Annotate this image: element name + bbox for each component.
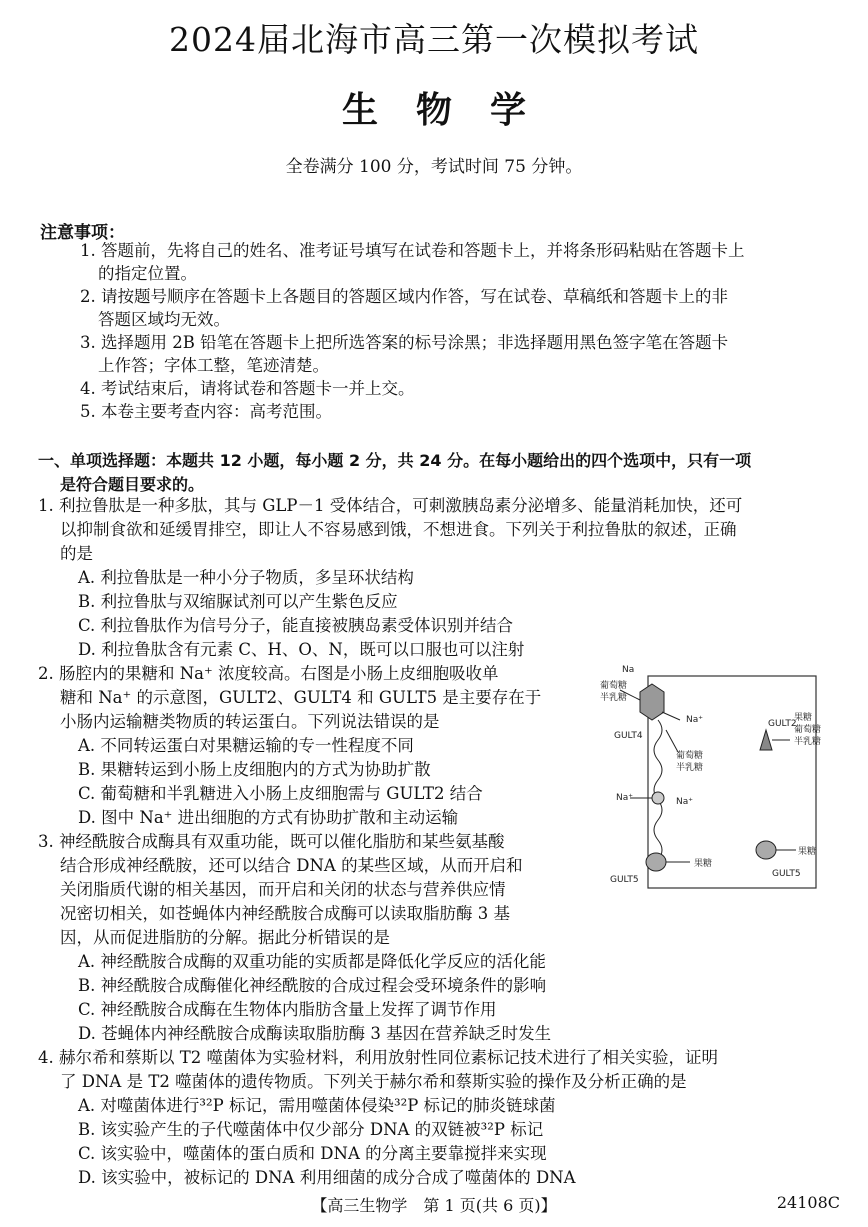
exam-title: 2024届北海市高三第一次模拟考试 — [169, 20, 699, 59]
question-3-option-c: C. 神经酰胺合成酶在生物体内脂肪含量上发挥了调节作用 — [78, 1000, 497, 1019]
question-3-option-d: D. 苍蝇体内神经酰胺合成酶读取脂肪酶 3 基因在营养缺乏时发生 — [78, 1024, 552, 1043]
question-1-stem: 1. 利拉鲁肽是一种多肽，其与 GLP－1 受体结合，可刺激胰岛素分泌增多、能量消耗加快，还可 — [38, 496, 743, 515]
question-3-option-a: A. 神经酰胺合成酶的双重功能的实质都是降低化学反应的活化能 — [78, 952, 546, 971]
question-3-option-b: B. 神经酰胺合成酶催化神经酰胺的合成过程会受环境条件的影响 — [78, 976, 547, 995]
note-line: 5. 本卷主要考查内容：高考范围。 — [80, 402, 332, 421]
question-4-stem: 了 DNA 是 T2 噬菌体的遗传物质。下列关于赫尔希和蔡斯实验的操作及分析正确的是 — [60, 1072, 687, 1091]
diagram-label: GULT5 — [772, 869, 801, 879]
question-1-option-a: A. 利拉鲁肽是一种小分子物质，多呈环状结构 — [78, 568, 414, 587]
diagram-label: 果糖 — [794, 713, 813, 723]
question-4-option-b: B. 该实验产生的子代噬菌体中仅少部分 DNA 的双链被³²P 标记 — [78, 1120, 544, 1139]
section-heading: 是符合题目要求的。 — [60, 475, 205, 494]
intestinal-cell-diagram — [600, 660, 840, 900]
diagram-label: 半乳糖 — [676, 763, 704, 773]
score-line: 全卷满分 100 分，考试时间 75 分钟。 — [285, 157, 583, 177]
membrane-channel — [654, 720, 662, 860]
note-line: 答题区域均无效。 — [98, 310, 230, 329]
diagram-label: 葡萄糖 — [794, 725, 822, 735]
question-1-stem: 以抑制食欲和延缓胃排空，即让人不容易感到饿，不想进食。下列关于利拉鲁肽的叙述，正确 — [60, 520, 737, 539]
question-4-option-a: A. 对噬菌体进行³²P 标记，需用噬菌体侵染³²P 标记的肺炎链球菌 — [78, 1096, 556, 1115]
question-2-stem: 小肠内运输糖类物质的转运蛋白。下列说法错误的是 — [60, 712, 440, 731]
diagram-label: Na⁺ — [676, 797, 693, 807]
question-2-option-b: B. 果糖转运到小肠上皮细胞内的方式为协助扩散 — [78, 760, 431, 779]
note-line: 上作答；字体工整，笔迹清楚。 — [98, 356, 329, 375]
question-4-option-c: C. 该实验中，噬菌体的蛋白质和 DNA 的分离主要靠搅拌来实现 — [78, 1144, 547, 1163]
question-3-stem: 3. 神经酰胺合成酶具有双重功能，既可以催化脂肪和某些氨基酸 — [38, 832, 505, 851]
question-2-stem: 糖和 Na⁺ 的示意图，GULT2、GULT4 和 GULT5 是主要存在于 — [60, 688, 542, 707]
diagram-label: 果糖 — [798, 847, 817, 857]
diagram-label: 果糖 — [694, 859, 713, 869]
subject-title: 生物学 — [341, 89, 564, 131]
diagram-label: Na⁺ — [686, 715, 703, 725]
diagram-label: Na — [622, 665, 635, 675]
note-line: 4. 考试结束后，请将试卷和答题卡一并上交。 — [80, 379, 415, 398]
diagram-label: 葡萄糖 — [600, 681, 628, 691]
diagram-label: Na⁺ — [616, 793, 633, 803]
question-3-stem: 关闭脂质代谢的相关基因，而开启和关闭的状态与营养供应情 — [60, 880, 506, 899]
diagram-label: GULT4 — [614, 731, 643, 741]
diagram-label: GULT2 — [768, 719, 797, 729]
question-1-option-d: D. 利拉鲁肽含有元素 C、H、O、N，既可以口服也可以注射 — [78, 640, 525, 659]
question-3-stem: 况密切相关，如苍蝇体内神经酰胺合成酶可以读取脂肪酶 3 基 — [60, 904, 510, 923]
note-line: 2. 请按题号顺序在答题卡上各题目的答题区域内作答，写在试卷、草稿纸和答题卡上的非 — [80, 287, 728, 306]
question-1-option-b: B. 利拉鲁肽与双缩脲试剂可以产生紫色反应 — [78, 592, 398, 611]
question-2-option-c: C. 葡萄糖和半乳糖进入小肠上皮细胞需与 GULT2 结合 — [78, 784, 483, 803]
question-3-stem: 结合形成神经酰胺，还可以结合 DNA 的某些区域，从而开启和 — [60, 856, 523, 875]
arrow — [662, 712, 680, 720]
question-2-stem: 2. 肠腔内的果糖和 Na⁺ 浓度较高。右图是小肠上皮细胞吸收单 — [38, 664, 499, 683]
diagram-label: 葡萄糖 — [676, 751, 704, 761]
notes-heading: 注意事项： — [40, 223, 125, 243]
question-1-option-c: C. 利拉鲁肽作为信号分子，能直接被胰岛素受体识别并结合 — [78, 616, 514, 635]
diagram-label: 半乳糖 — [600, 693, 628, 703]
question-4-option-d: D. 该实验中，被标记的 DNA 利用细菌的成分合成了噬菌体的 DNA — [78, 1168, 576, 1187]
note-line: 的指定位置。 — [98, 264, 197, 283]
note-line: 1. 答题前，先将自己的姓名、准考证号填写在试卷和答题卡上，并将条形码粘贴在答题卡上 — [80, 241, 745, 260]
arrow — [666, 730, 678, 752]
page-footer: 【高三生物学 第 1 页(共 6 页)】 — [311, 1196, 557, 1215]
question-3-stem: 因，从而促进脂肪的分解。据此分析错误的是 — [60, 928, 390, 947]
note-line: 3. 选择题用 2B 铅笔在答题卡上把所选答案的标号涂黑；非选择题用黑色签字笔在答题卡 — [80, 333, 729, 352]
diagram-label: GULT5 — [610, 875, 639, 885]
question-1-stem: 的是 — [60, 544, 93, 563]
na-pump — [652, 792, 664, 804]
diagram-label: 半乳糖 — [794, 737, 822, 747]
question-4-stem: 4. 赫尔希和蔡斯以 T2 噬菌体为实验材料，利用放射性同位素标记技术进行了相关实验，证明 — [38, 1048, 718, 1067]
gult4-transporter — [640, 684, 664, 720]
gult2-transporter — [760, 730, 772, 750]
cell-outline — [648, 676, 816, 888]
gult5-left-transporter — [646, 853, 666, 871]
exam-code: 24108C — [776, 1193, 840, 1212]
gult5-right-transporter — [756, 841, 776, 859]
question-2-option-d: D. 图中 Na⁺ 进出细胞的方式有协助扩散和主动运输 — [78, 808, 459, 827]
section-heading: 一、单项选择题：本题共 12 小题，每小题 2 分，共 24 分。在每小题给出的四个选项中，只有一项 — [38, 451, 752, 470]
question-2-option-a: A. 不同转运蛋白对果糖运输的专一性程度不同 — [78, 736, 414, 755]
